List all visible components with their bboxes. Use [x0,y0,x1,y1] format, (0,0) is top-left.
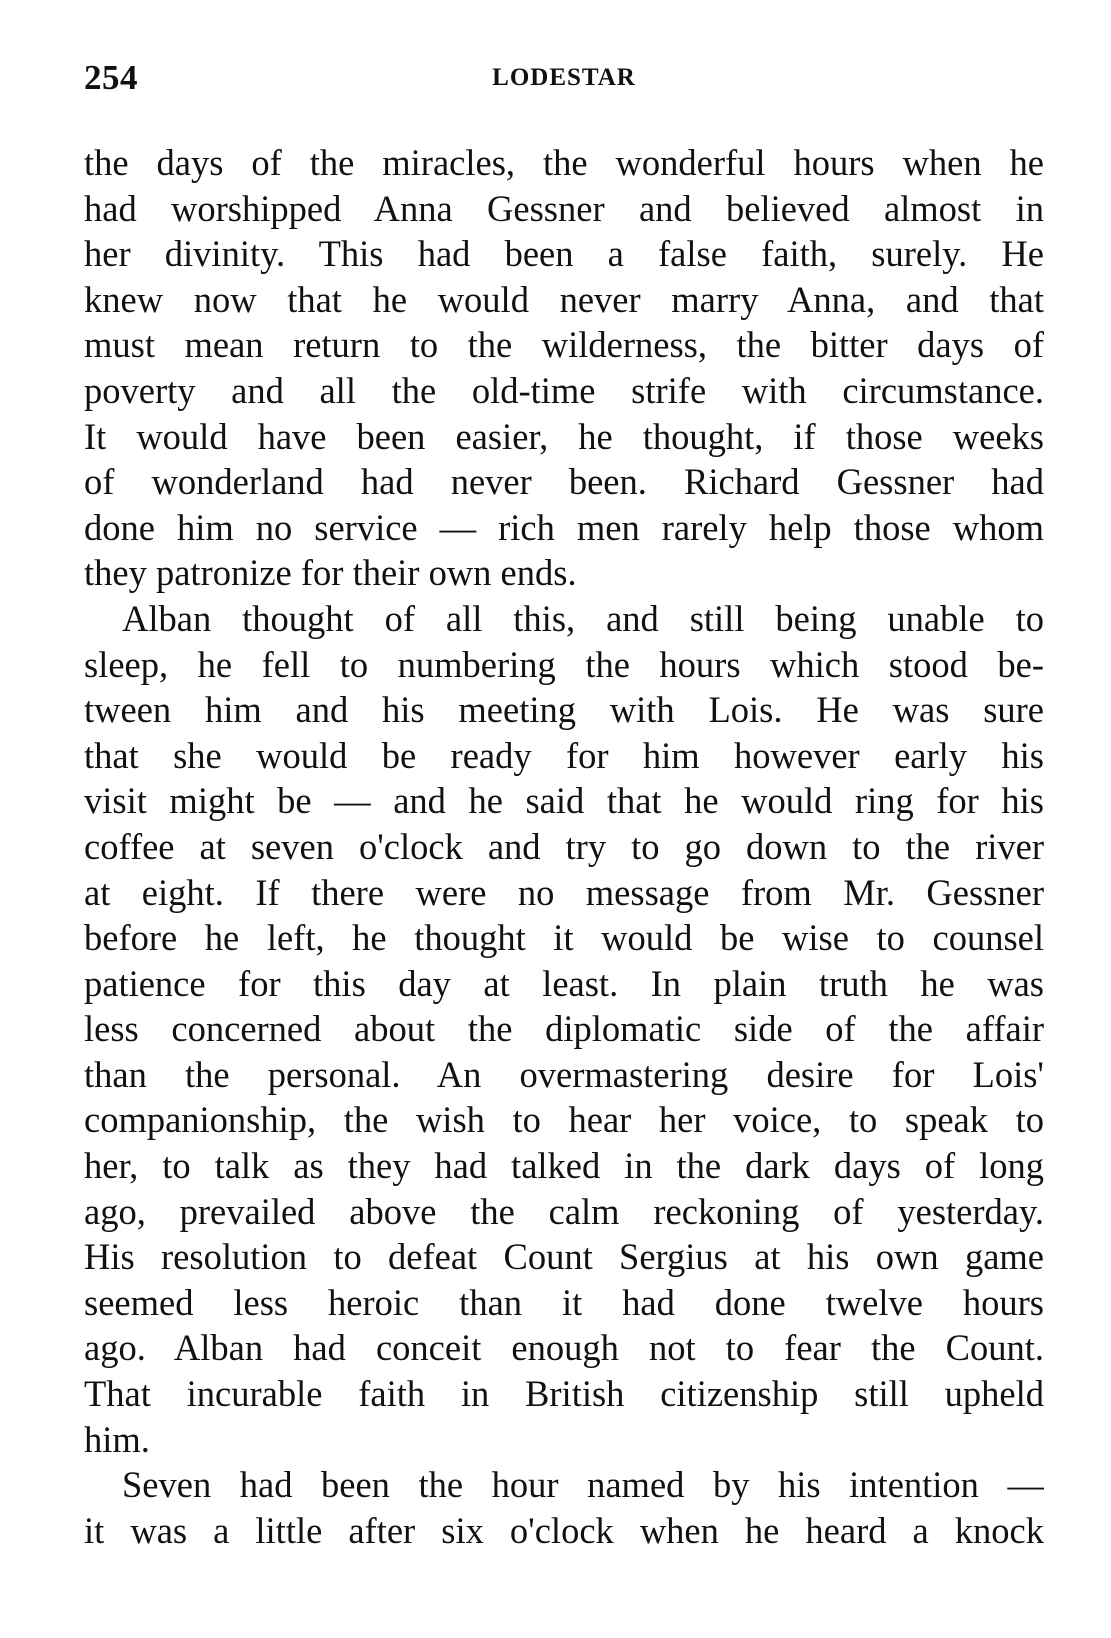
text-line: visit might be — and he said that he would ring for his [84,780,1044,822]
text-line: ago, prevailed above the calm reckoning of yesterday. [84,1190,1044,1232]
text-line: done him no service — rich men rarely help those whom [84,506,1044,548]
text-line: patience for this day at least. In plain truth he was [84,962,1044,1004]
text-line: Seven had been the hour named by his intention — [122,1464,1044,1506]
text-line: tween him and his meeting with Lois. He was sure [84,689,1044,731]
text-line: him. [84,1418,150,1460]
text-line: her, to talk as they had talked in the dark days of long [84,1145,1044,1187]
text-line: of wonderland had never been. Richard Gessner had [84,461,1044,503]
text-line: coffee at seven o'clock and try to go down to the river [84,825,1044,867]
running-title: LODESTAR [492,64,636,91]
text-line: knew now that he would never marry Anna, and that [84,278,1044,320]
text-line: before he left, he thought it would be wise to counsel [84,917,1044,959]
text-line: His resolution to defeat Count Sergius at his own game [84,1236,1044,1278]
text-line: must mean return to the wilderness, the bitter days of [84,324,1044,366]
text-line: than the personal. An overmastering desire for Lois' [84,1053,1044,1095]
body-text [84,140,1044,1553]
text-line: it was a little after six o'clock when he heard a knock [84,1509,1044,1551]
text-line: sleep, he fell to numbering the hours which stood be- [84,643,1044,685]
text-line: had worshipped Anna Gessner and believed almost in [84,187,1044,229]
text-line: poverty and all the old-time strife with circumstance. [84,369,1044,411]
text-line: ago. Alban had conceit enough not to fear the Count. [84,1327,1044,1369]
text-line: That incurable faith in British citizenship still upheld [84,1373,1044,1415]
text-line: the days of the miracles, the wonderful hours when he [84,142,1044,183]
text-line: Alban thought of all this, and still being unable to [122,597,1044,639]
page-number: 254 [84,58,138,97]
text-line: at eight. If there were no message from Mr. Gessner [84,871,1044,913]
text-line: her divinity. This had been a false faith, surely. He [84,233,1044,275]
text-line: they patronize for their own ends. [84,552,577,594]
text-line: that she would be ready for him however early his [84,734,1044,776]
text-line: seemed less heroic than it had done twelve hours [84,1281,1044,1323]
text-line: companionship, the wish to hear her voice, to speak to [84,1099,1044,1141]
running-head [84,58,1044,98]
text-line: less concerned about the diplomatic side of the affair [84,1008,1044,1050]
text-line: It would have been easier, he thought, if those weeks [84,415,1044,457]
